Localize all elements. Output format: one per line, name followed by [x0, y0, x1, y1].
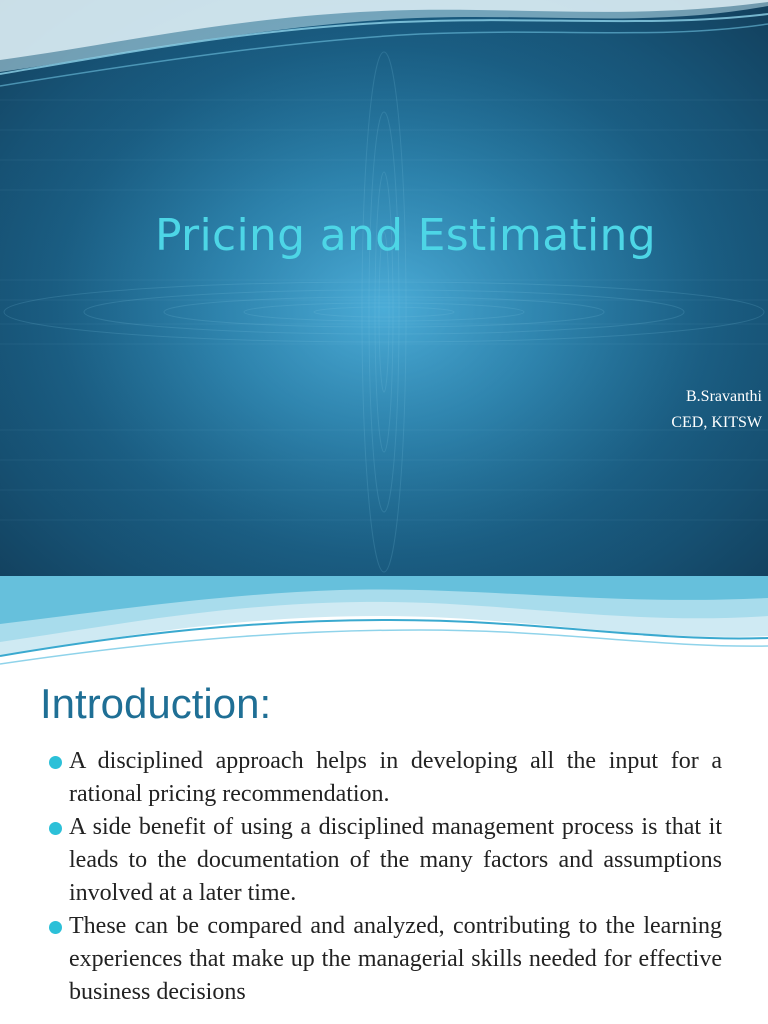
top-wave-decoration [0, 0, 768, 90]
bullet-item [69, 745, 722, 811]
bullet-icon [49, 756, 62, 769]
bullet-list [0, 745, 768, 1009]
bullet-icon [49, 921, 62, 934]
author-block [671, 384, 762, 436]
bullet-text: These can be compared and analyzed, contributing to the learning experiences that make up the managerial skills needed for effective business decisions [69, 913, 722, 1005]
introduction-slide [0, 576, 768, 1024]
author-name: B.Sravanthi [686, 388, 762, 405]
presentation-title: Pricing and Estimating [155, 210, 656, 261]
slide2-wave-decoration [0, 576, 768, 666]
slide-title: Introduction: [40, 680, 272, 727]
bullet-text: A disciplined approach helps in developing all the input for a rational pricing recommendation. [69, 748, 722, 807]
author-affiliation: CED, KITSW [671, 414, 762, 431]
bullet-item [69, 811, 722, 910]
bullet-text: A side benefit of using a disciplined management process is that it leads to the documentation of the many factors and assumptions involved at a later time. [69, 814, 722, 906]
bullet-item [69, 910, 722, 1009]
bullet-icon [49, 822, 62, 835]
